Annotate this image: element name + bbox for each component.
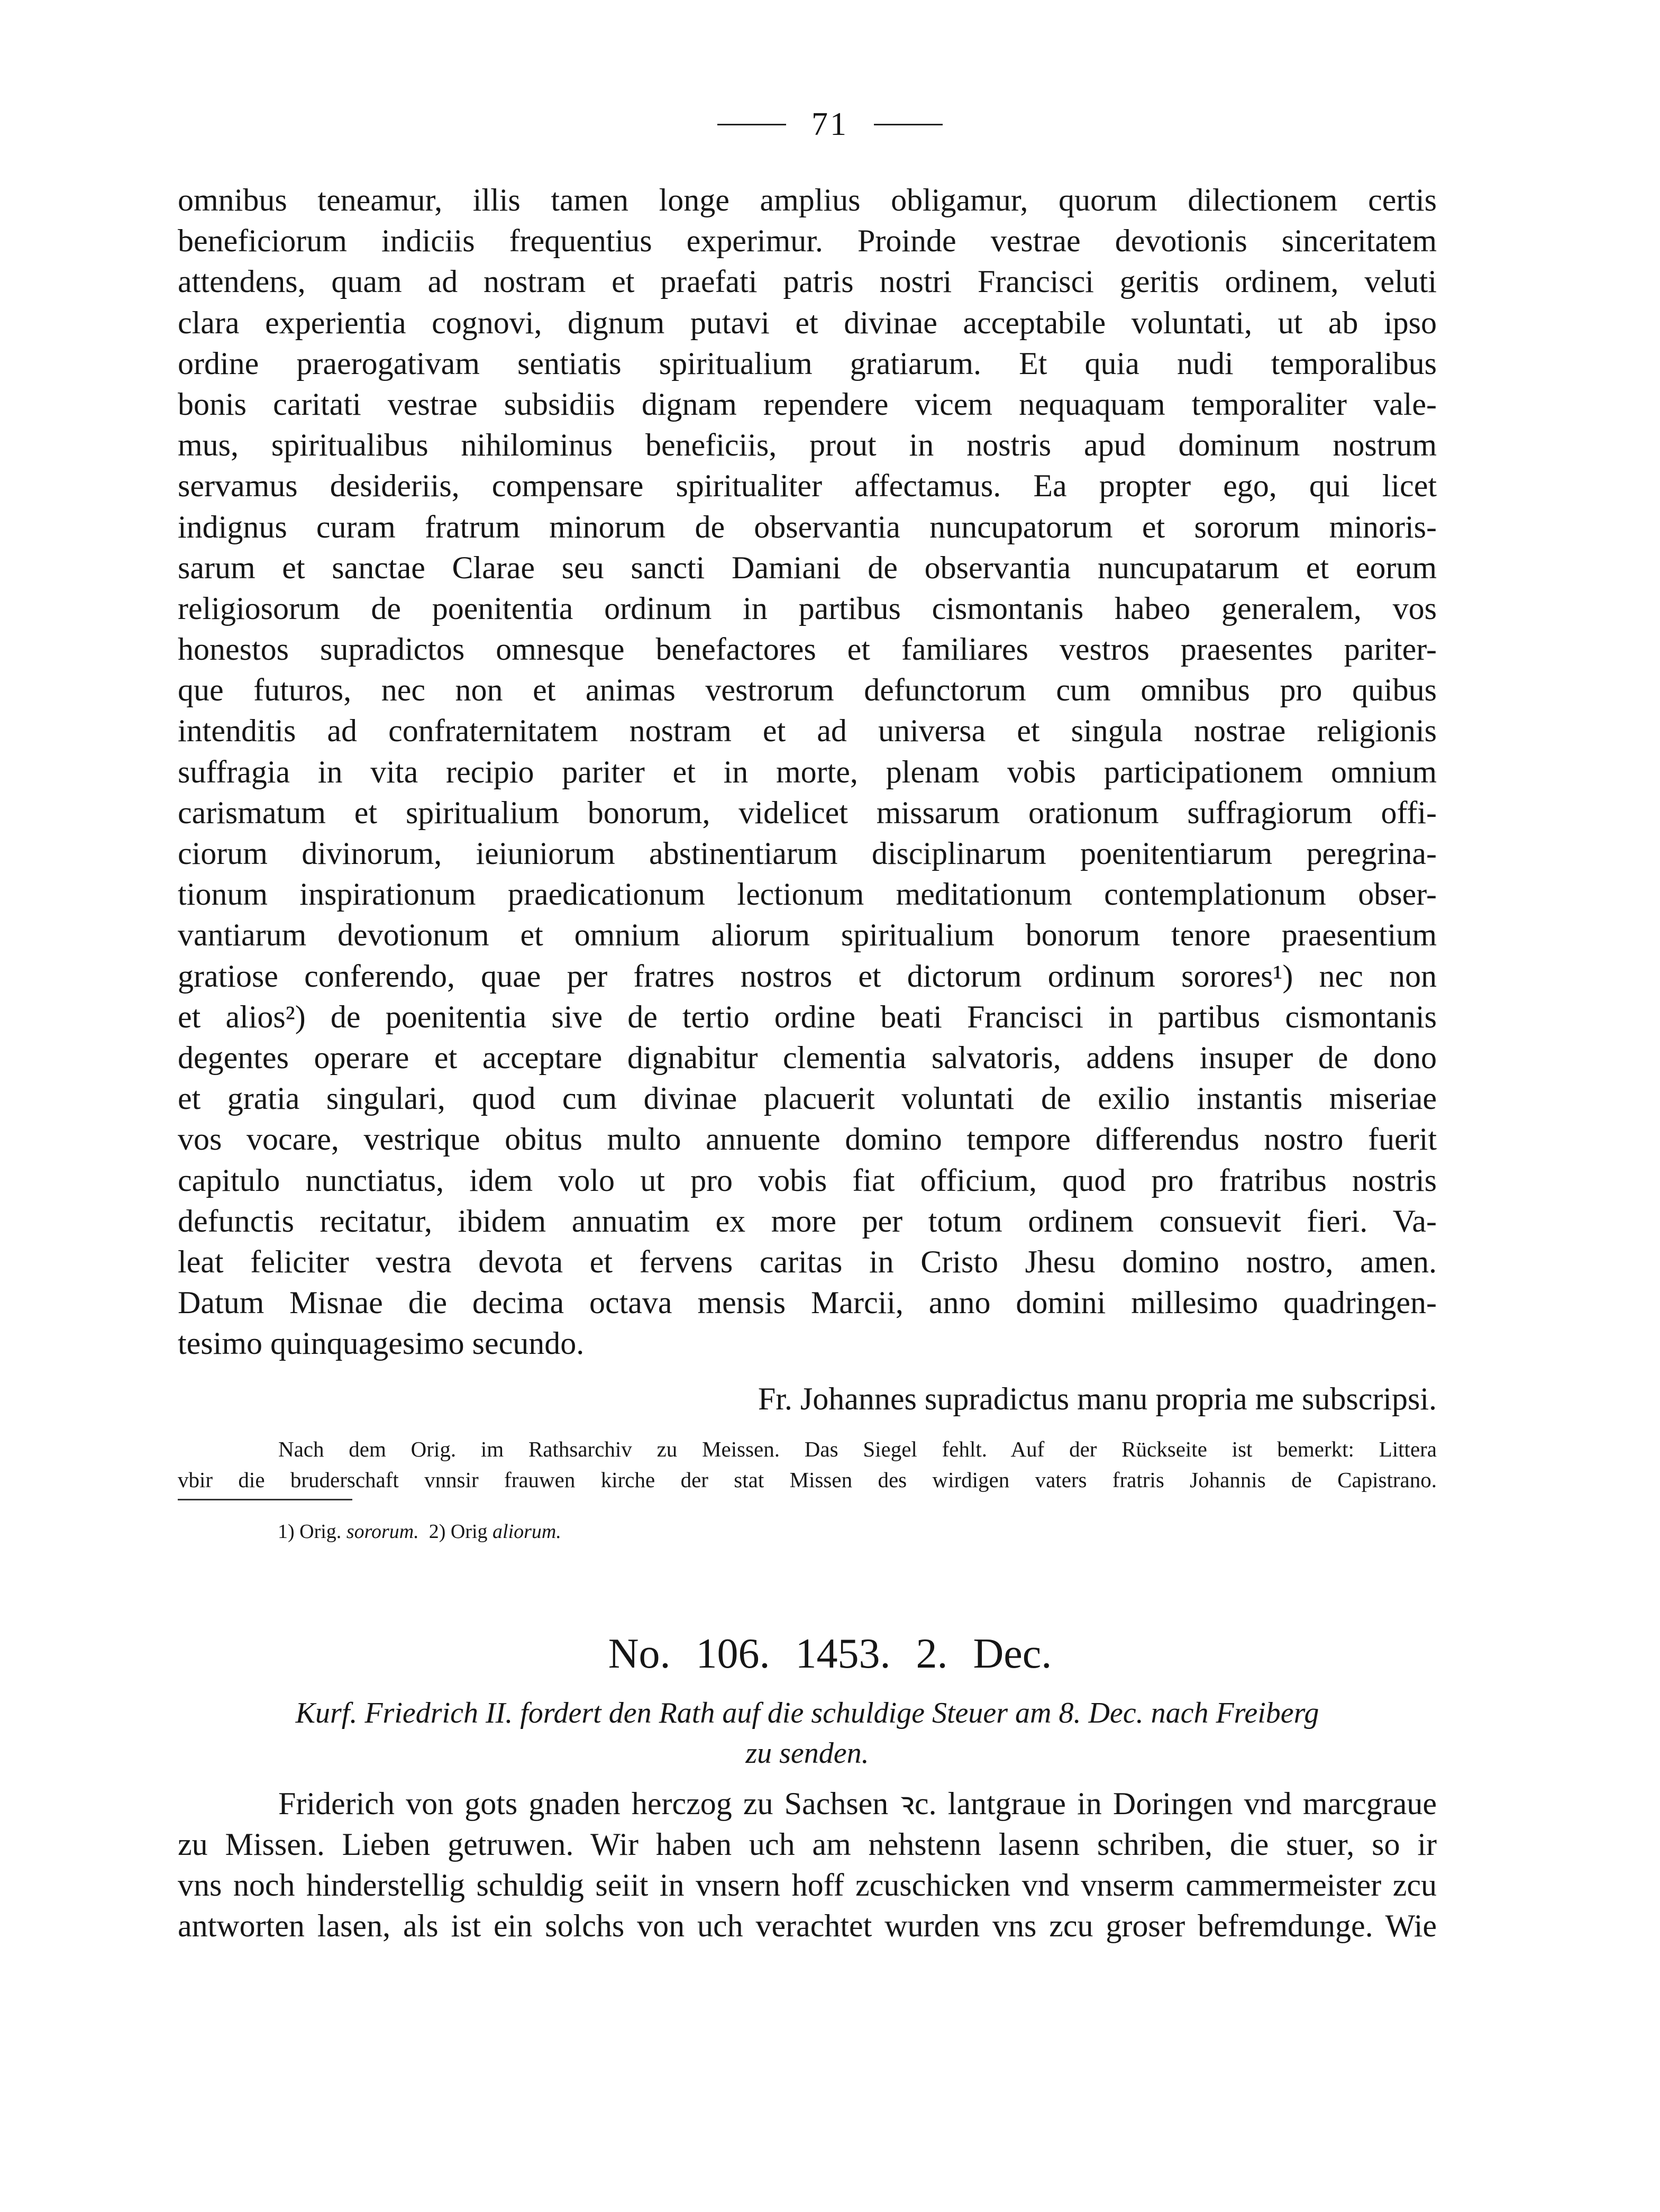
body2-line: vns noch hinderstellig schuldig seiit in vnsern hoff zcuschicken vnd vnserm cammermeister zcu <box>178 1868 1437 1902</box>
body-line: intenditis ad confraternitatem nostram et ad universa et singula nostrae religionis <box>178 713 1437 749</box>
document-heading: No. 106. 1453. 2. Dec. <box>608 1631 1052 1677</box>
footnote-1-word: sororum. <box>346 1521 419 1543</box>
page-number: 71 <box>811 106 849 142</box>
signature: Fr. Johannes supradictus manu propria me subscripsi. <box>758 1381 1437 1416</box>
body-line: et alios²) de poenitentia sive de tertio ordine beati Francisci in partibus cismontanis <box>178 999 1437 1034</box>
body-line: clara experientia cognovi, dignum putavi et divinae acceptabile voluntati, ut ab ipso <box>178 305 1437 340</box>
body-line: mus, spiritualibus nihilominus beneficiis, prout in nostris apud dominum nostrum <box>178 427 1437 463</box>
body-line: tionum inspirationum praedicationum lectionum meditationum contemplationum obser- <box>178 877 1437 912</box>
body-line: suffragia in vita recipio pariter et in morte, plenam vobis participationem omnium <box>178 754 1437 789</box>
body2-line: Friderich von gots gnaden herczog zu Sachsen ꝛc. lantgraue in Doringen vnd marcgraue <box>278 1786 1437 1821</box>
body2-line: zu Missen. Lieben getruwen. Wir haben uch am nehstenn lasenn schriben, die stuer, so ir <box>178 1827 1437 1862</box>
source-note <box>178 1434 1437 1495</box>
footnotes <box>278 1518 561 1545</box>
footnote-2-prefix: 2) Orig <box>428 1521 488 1543</box>
header-dash-right <box>874 124 943 125</box>
body-line: capitulo nunctiatus, idem volo ut pro vobis fiat officium, quod pro fratribus nostris <box>178 1162 1437 1198</box>
document-body <box>178 1783 1437 1946</box>
page-header <box>0 101 1660 148</box>
body-line: gratiose conferendo, quae per fratres nostros et dictorum ordinum sorores¹) nec non <box>178 958 1437 994</box>
summary-line: Kurf. Friedrich II. fordert den Rath auf die schuldige Steuer am 8. Dec. nach Freiberg <box>295 1697 1319 1729</box>
body-line: servamus desideriis, compensare spiritualiter affectamus. Ea propter ego, qui licet <box>178 468 1437 504</box>
body-line: Datum Misnae die decima octava mensis Marcii, anno domini millesimo quadringen- <box>178 1285 1437 1321</box>
body-line: sarum et sanctae Clarae seu sancti Damiani de observantia nuncupatarum et eorum <box>178 550 1437 585</box>
body-line: omnibus teneamur, illis tamen longe amplius obligamur, quorum dilectionem certis <box>178 183 1437 217</box>
header-dash-left <box>717 124 786 125</box>
body-line: et gratia singulari, quod cum divinae placuerit voluntati de exilio instantis miseriae <box>178 1081 1437 1116</box>
body-line: vos vocare, vestrique obitus multo annuente domino tempore differendus nostro fuerit <box>178 1122 1437 1157</box>
footnote-1-prefix: 1) Orig. <box>278 1521 342 1543</box>
body-line: que futuros, nec non et animas vestrorum defunctorum cum omnibus pro quibus <box>178 672 1437 708</box>
body-line: bonis caritati vestrae subsidiis dignam rependere vicem nequaquam temporaliter vale- <box>178 386 1437 422</box>
footnote-2-word: aliorum. <box>492 1521 561 1543</box>
body-line: ciorum divinorum, ieiuniorum abstinentiarum disciplinarum poenitentiarum peregrina- <box>178 836 1437 871</box>
body-line: defunctis recitatur, ibidem annuatim ex more per totum ordinem consuevit fieri. Va- <box>178 1203 1437 1239</box>
body-line: religiosorum de poenitentia ordinum in partibus cismontanis habeo generalem, vos <box>178 590 1437 626</box>
summary-line: zu senden. <box>745 1737 869 1770</box>
document-summary <box>178 1693 1437 1773</box>
letter-body <box>178 180 1437 1364</box>
body-line: degentes operare et acceptare dignabitur clementia salvatoris, addens insuper de dono <box>178 1040 1437 1075</box>
body-line: tesimo quinquagesimo secundo. <box>178 1326 585 1361</box>
source-note-line: Nach dem Orig. im Rathsarchiv zu Meissen. Das Siegel fehlt. Auf der Rückseite ist bemerkt: Littera <box>278 1437 1437 1461</box>
body-line: attendens, quam ad nostram et praefati patris nostri Francisci geritis ordinem, veluti <box>178 264 1437 299</box>
footnote-rule <box>178 1499 352 1500</box>
body-line: leat feliciter vestra devota et fervens caritas in Cristo Jhesu domino nostro, amen. <box>178 1244 1437 1279</box>
body-line: honestos supradictos omnesque benefactores et familiares vestros praesentes pariter- <box>178 632 1437 667</box>
source-note-line: vbir die bruderschaft vnnsir frauwen kirche der stat Missen des wirdigen vaters fratris Johannis de Capistrano. <box>178 1468 1437 1492</box>
body-line: beneficiorum indiciis frequentius experimur. Proinde vestrae devotionis sinceritatem <box>178 223 1437 259</box>
body2-line: antworten lasen, als ist ein solchs von uch verachtet wurden vns zcu groser befremdunge. Wie <box>178 1908 1437 1943</box>
body-line: indignus curam fratrum minorum de observantia nuncupatorum et sororum minoris- <box>178 509 1437 544</box>
body-line: carismatum et spiritualium bonorum, videlicet missarum orationum suffragiorum offi- <box>178 795 1437 830</box>
body-line: ordine praerogativam sentiatis spiritualium gratiarum. Et quia nudi temporalibus <box>178 345 1437 381</box>
body-line: vantiarum devotionum et omnium aliorum spiritualium bonorum tenore praesentium <box>178 917 1437 953</box>
